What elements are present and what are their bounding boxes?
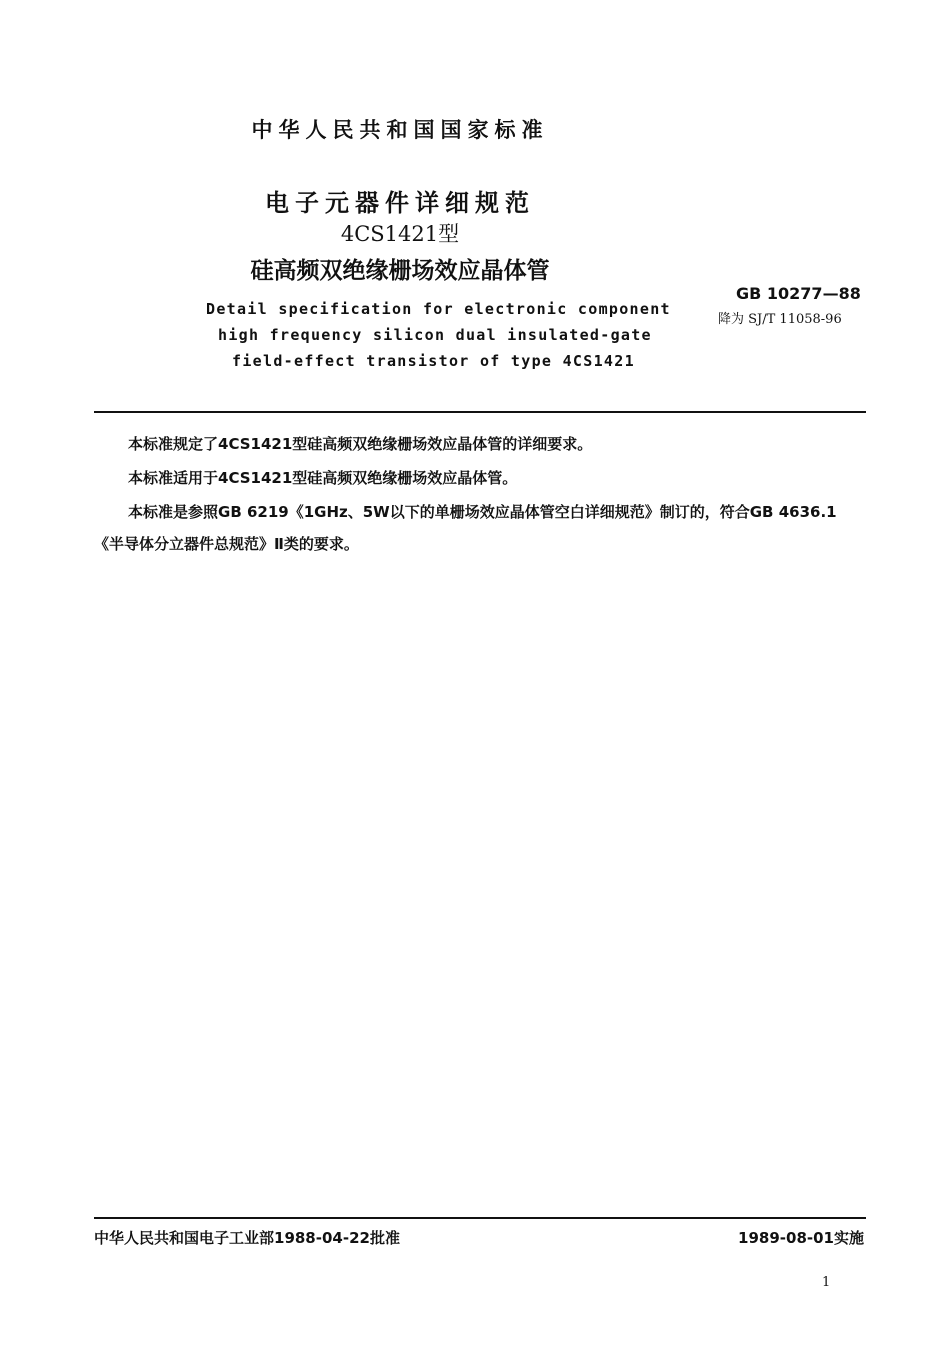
- paragraph-applicability: 本标准适用于4CS1421型硅高频双绝缘栅场效应晶体管。: [128, 469, 518, 487]
- header-divider: [94, 411, 866, 413]
- title-model: 4CS1421型: [340, 222, 460, 246]
- standard-code: GB 10277—88: [736, 284, 861, 303]
- title-chinese: 电子元器件详细规范: [265, 189, 535, 217]
- title-english-line-1: Detail specification for electronic component: [206, 300, 671, 318]
- approval-info: 中华人民共和国电子工业部1988-04-22批准: [94, 1229, 400, 1247]
- paragraph-scope: 本标准规定了4CS1421型硅高频双绝缘栅场效应晶体管的详细要求。: [128, 435, 593, 453]
- effective-date: 1989-08-01实施: [738, 1229, 864, 1247]
- title-device-name: 硅高频双绝缘栅场效应晶体管: [250, 258, 550, 284]
- paragraph-reference: 本标准是参照GB 6219《1GHz、5W以下的单栅场效应晶体管空白详细规范》制订的，符合GB 4636.1《半导体分立器件总规范》Ⅱ类的要求。: [94, 503, 837, 553]
- footer-divider: [94, 1217, 866, 1219]
- downgraded-standard: 降为 SJ/T 11058-96: [718, 312, 842, 327]
- title-english-line-3: field-effect transistor of type 4CS1421: [232, 352, 635, 370]
- title-english-line-2: high frequency silicon dual insulated-gate: [218, 326, 652, 344]
- page-number: 1: [822, 1275, 831, 1290]
- national-standard-heading: 中华人民共和国国家标准: [251, 118, 549, 142]
